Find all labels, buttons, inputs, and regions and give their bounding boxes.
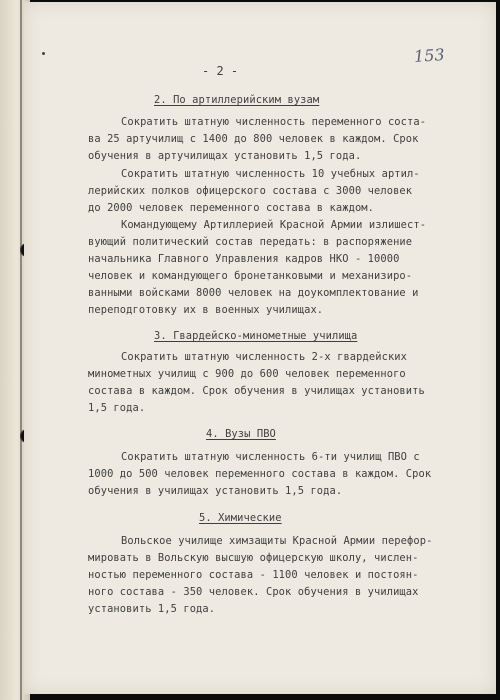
section-5-line: установить 1,5 года. <box>88 603 216 615</box>
section-4-line: обучения в училищах установить 1,5 года. <box>88 485 343 497</box>
section-3-title: 3. Гвардейско-минометные училища <box>154 330 358 342</box>
section-2-line: Сократить штатную численность 10 учебных артил- <box>121 168 420 180</box>
section-3-line: Сократить штатную численность 2-х гвардейских <box>121 351 408 363</box>
document-page <box>24 2 496 694</box>
section-2-line: Сократить штатную численность переменного соста- <box>121 116 427 128</box>
section-2-line: обучения в артучилищах установить 1,5 года. <box>88 150 362 162</box>
page-number: - 2 - <box>202 64 239 78</box>
section-5-line: Вольское училище химзащиты Красной Армии перефор- <box>121 535 433 547</box>
section-5-line: мировать в Вольскую высшую офицерскую школу, числен- <box>88 552 419 564</box>
section-2-line: человек и командующего бронетанковыми и механизиро- <box>88 270 413 282</box>
ink-speck <box>42 52 45 55</box>
section-2-line: переподготовку их в военных училищах. <box>88 304 324 316</box>
section-2-line: ванными войсками 8000 человек на доукомплектование и <box>88 287 419 299</box>
section-2-line: начальника Главного Управления кадров НКО - 10000 <box>88 253 400 265</box>
section-2-line: Командующему Артиллерией Красной Армии излишест- <box>121 219 427 231</box>
section-5-line: ностью переменного состава - 1100 человек и постоян- <box>88 569 419 581</box>
section-2-line: до 2000 человек переменного состава в каждом. <box>88 202 375 214</box>
page-edge <box>20 0 22 700</box>
folio-number-handwritten: 153 <box>413 44 446 67</box>
section-3-line: 1,5 года. <box>88 402 146 414</box>
section-2-line: лерийских полков офицерского состава с 3000 человек <box>88 185 413 197</box>
section-5-title: 5. Химические <box>199 512 282 524</box>
section-2-line: вующий политический состав передать: в распоряжение <box>88 236 413 248</box>
section-4-line: 1000 до 500 человек переменного состава в каждом. Срок <box>88 468 432 480</box>
section-2-title: 2. По артиллерийским вузам <box>154 94 320 106</box>
section-4-line: Сократить штатную численность 6-ти училищ ПВО с <box>121 451 420 463</box>
section-3-line: минометных училищ с 900 до 600 человек переменного <box>88 368 406 380</box>
section-2-line: ва 25 артучилищ с 1400 до 800 человек в каждом. Срок <box>88 133 419 145</box>
section-4-title: 4. Вузы ПВО <box>206 428 276 440</box>
section-5-line: ного состава - 350 человек. Срок обучения в училищах <box>88 586 419 598</box>
section-3-line: состава в каждом. Срок обучения в училищах установить <box>88 385 425 397</box>
